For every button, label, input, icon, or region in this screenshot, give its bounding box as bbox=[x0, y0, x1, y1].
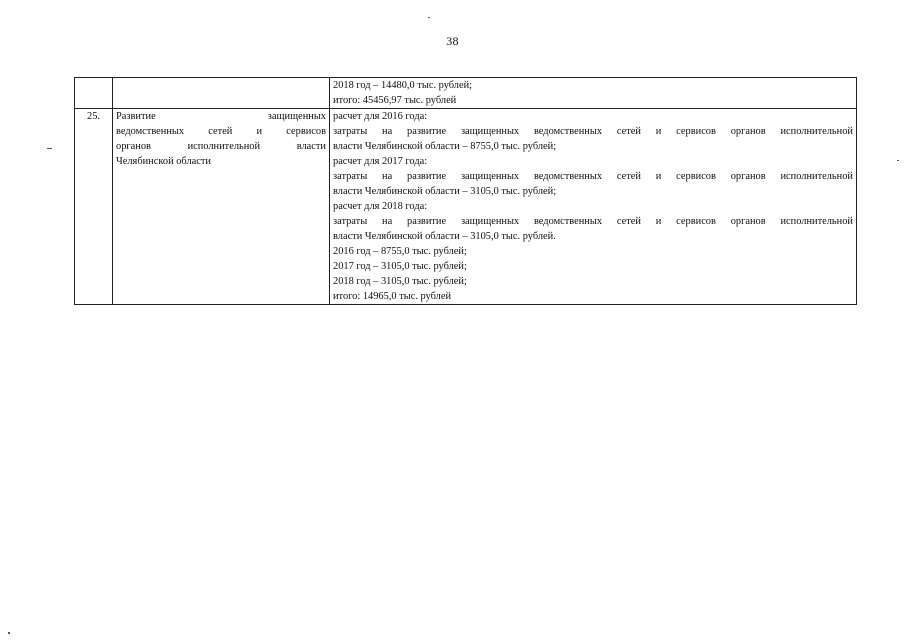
calc-line: 2018 год – 14480,0 тыс. рублей; bbox=[333, 80, 473, 91]
row-calc-cell bbox=[330, 109, 857, 305]
calc-line: власти Челябинской области – 3105,0 тыс. рублей. bbox=[333, 231, 556, 242]
row-calc-cell bbox=[330, 78, 857, 109]
calc-line: итого: 14965,0 тыс. рублей bbox=[333, 291, 452, 302]
table-row-25 bbox=[75, 109, 857, 305]
scan-speck bbox=[428, 17, 430, 18]
calc-line: расчет для 2016 года: bbox=[333, 111, 428, 122]
row-number-cell: 25. bbox=[75, 109, 113, 305]
calc-line: 2016 год – 8755,0 тыс. рублей; bbox=[333, 246, 467, 257]
calc-line: затраты на развитие защищенных ведомственных сетей и сервисов органов исполнительной bbox=[333, 171, 853, 182]
row-name-cell bbox=[113, 78, 330, 109]
name-line: органов исполнительной власти bbox=[116, 141, 326, 152]
scan-speck bbox=[897, 160, 899, 161]
table-row-continuation bbox=[75, 78, 857, 109]
calc-line: 2018 год – 3105,0 тыс. рублей; bbox=[333, 276, 467, 287]
name-line: Развитие защищенных bbox=[116, 111, 326, 122]
page-number: 38 bbox=[446, 34, 459, 48]
calc-line: затраты на развитие защищенных ведомственных сетей и сервисов органов исполнительной bbox=[333, 216, 853, 227]
scan-speck bbox=[8, 632, 10, 634]
document-table bbox=[74, 77, 857, 305]
calc-line: власти Челябинской области – 3105,0 тыс. рублей; bbox=[333, 186, 557, 197]
name-line: ведомственных сетей и сервисов bbox=[116, 126, 326, 137]
row-number-cell bbox=[75, 78, 113, 109]
calc-line: итого: 45456,97 тыс. рублей bbox=[333, 95, 457, 106]
row-name-cell bbox=[113, 109, 330, 305]
scan-speck bbox=[47, 148, 52, 149]
name-line: Челябинской области bbox=[116, 156, 211, 167]
calc-line: 2017 год – 3105,0 тыс. рублей; bbox=[333, 261, 467, 272]
calc-line: расчет для 2018 года: bbox=[333, 201, 428, 212]
calc-line: власти Челябинской области – 8755,0 тыс. рублей; bbox=[333, 141, 557, 152]
calc-line: затраты на развитие защищенных ведомственных сетей и сервисов органов исполнительной bbox=[333, 126, 853, 137]
calc-line: расчет для 2017 года: bbox=[333, 156, 428, 167]
